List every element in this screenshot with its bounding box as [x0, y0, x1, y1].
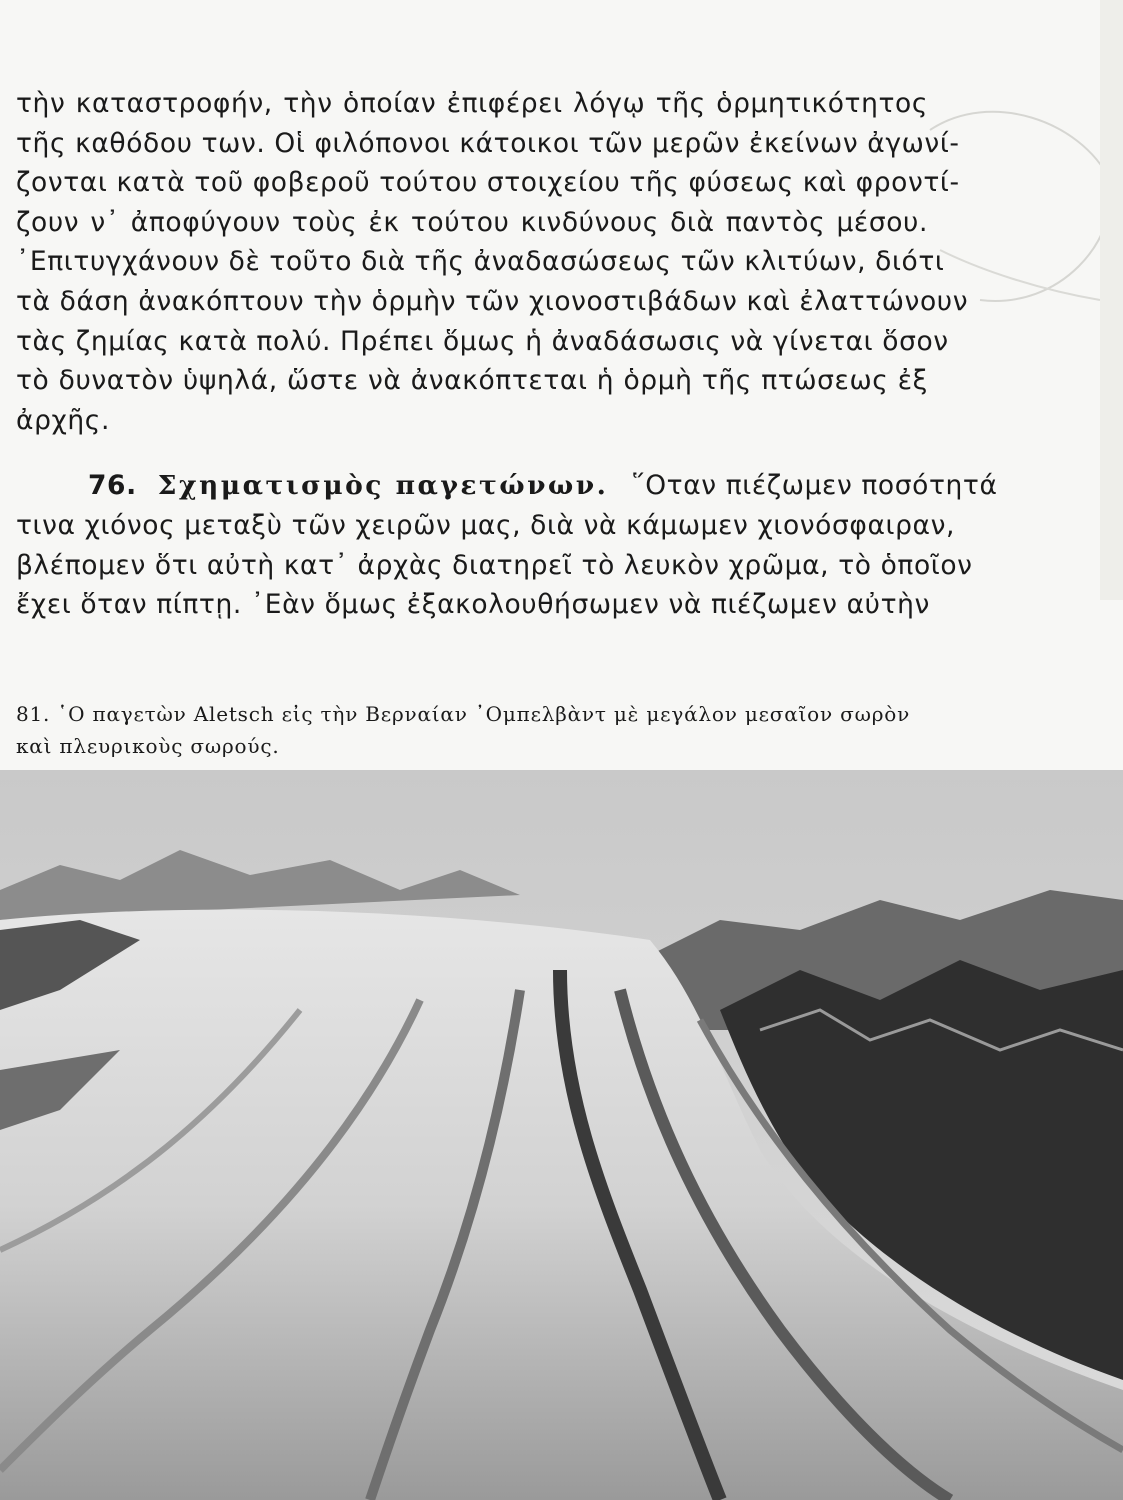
text-line: τὰ δάση ἀνακόπτουν τὴν ὁρμὴν τῶν χιονοστιβάδων καὶ ἐλαττώνουν	[16, 285, 969, 317]
text-line: τὴν καταστροφήν, τὴν ὁποίαν ἐπιφέρει λόγῳ τῆς ὁρμητικότητος	[16, 88, 928, 119]
text-line: ζουν ν᾿ ἀποφύγουν τοὺς ἐκ τούτου κινδύνους διὰ παντὸς μέσου.	[16, 206, 928, 238]
section-heading-line	[16, 466, 998, 506]
text-line: ζονται κατὰ τοῦ φοβεροῦ τούτου στοιχείου τῆς φύσεως καὶ φροντί-	[16, 167, 960, 199]
section-title: Σχηματισμὸς παγετώνων.	[157, 470, 609, 502]
caption-line: 81. ῾Ο παγετὼν Aletsch εἰς τὴν Βερναίαν ᾿Ομπελβὰντ μὲ μεγάλον μεσαῖον σωρὸν	[16, 702, 911, 726]
text-line: ἀρχῆς.	[16, 404, 110, 436]
caption-line: καὶ πλευρικοὺς σωρούς.	[16, 734, 280, 758]
figure-caption	[16, 698, 931, 762]
text-line: ῞Οταν πιέζωμεν ποσότητά	[631, 470, 998, 502]
aerial-glacier-photo	[0, 770, 1123, 1500]
text-line: τῆς καθόδου των. Οἱ φιλόπονοι κάτοικοι τῶν μερῶν ἐκείνων ἀγωνί-	[16, 127, 960, 159]
text-line: ᾿Επιτυγχάνουν δὲ τοῦτο διὰ τῆς ἀναδασώσεως τῶν κλιτύων, διότι	[16, 246, 945, 278]
text-line: τὰς ζημίας κατὰ πολύ. Πρέπει ὅμως ἡ ἀναδάσωσις νὰ γίνεται ὅσον	[16, 325, 949, 357]
body-text	[16, 84, 998, 625]
text-line: τινα χιόνος μεταξὺ τῶν χειρῶν μας, διὰ νὰ κάμωμεν χιονόσφαιραν,	[16, 509, 956, 541]
section-number: 76.	[88, 470, 137, 502]
text-line: βλέπομεν ὅτι αὐτὴ κατ᾿ ἀρχὰς διατηρεῖ τὸ λευκὸν χρῶμα, τὸ ὁποῖον	[16, 549, 973, 581]
text-line: τὸ δυνατὸν ὑψηλά, ὥστε νὰ ἀνακόπτεται ἡ ὁρμὴ τῆς πτώσεως ἐξ	[16, 365, 928, 397]
text-line: ἔχει ὅταν πίπτῃ. ᾿Εὰν ὅμως ἐξακολουθήσωμεν νὰ πιέζωμεν αὐτὴν	[16, 589, 930, 621]
